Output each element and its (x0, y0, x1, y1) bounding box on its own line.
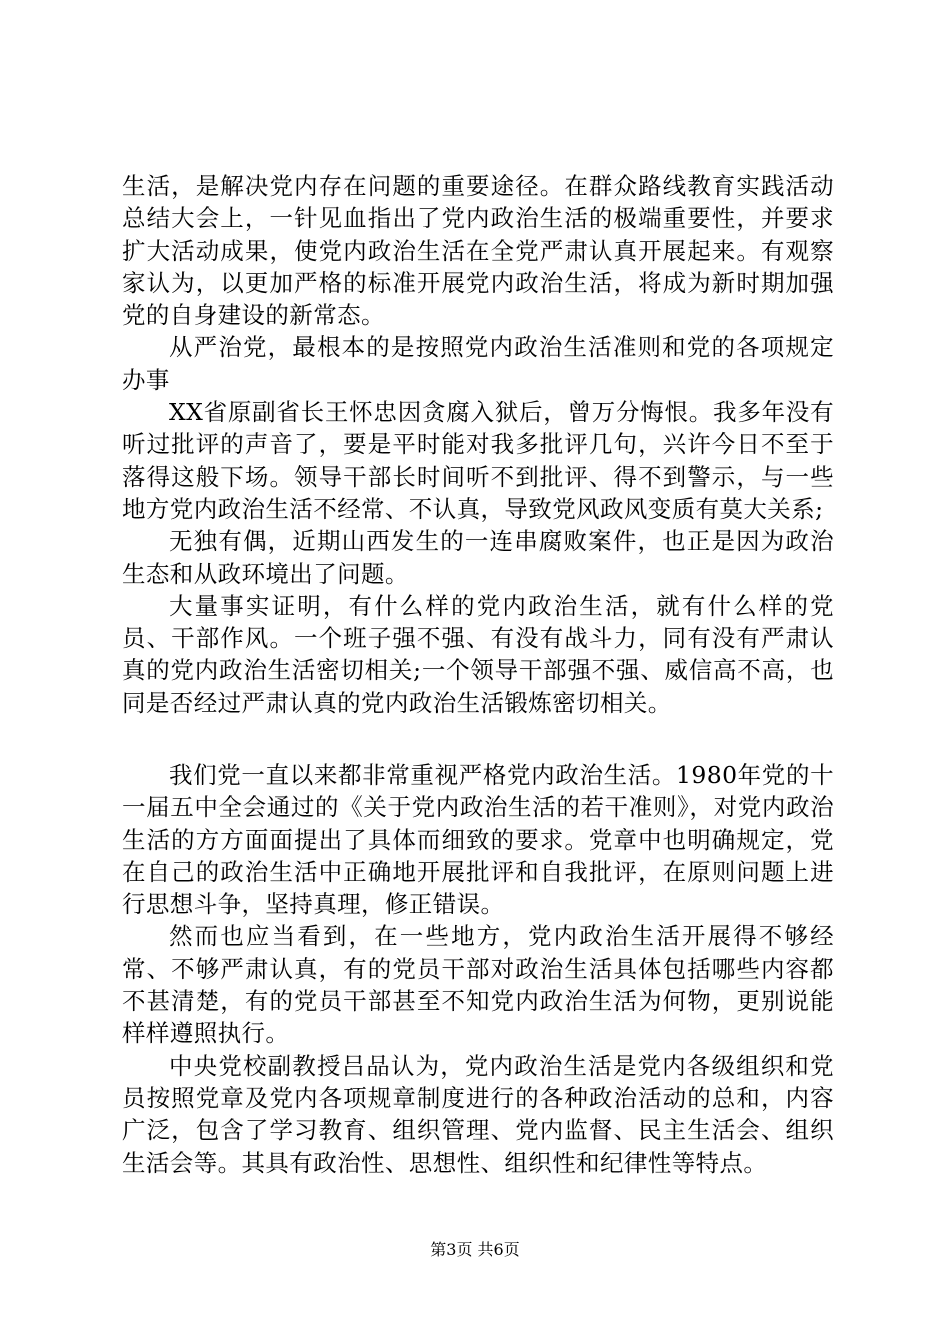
paragraph: 中央党校副教授吕品认为，党内政治生活是党内各级组织和党员按照党章及党内各项规章制度进行的各种政治活动的总和，内容广泛，包含了学习教育、组织管理、党内监督、民主生活会、组织生活会等。其具有政治性、思想性、组织性和纪律性等特点。 (122, 1051, 834, 1177)
text-block-lower (122, 759, 834, 1179)
paragraph: XX省原副省长王怀忠因贪腐入狱后，曾万分悔恨。我多年没有听过批评的声音了，要是平时能对我多批评几句，兴许今日不至于落得这般下场。领导干部长时间听不到批评、得不到警示，与一些地方党内政治生活不经常、不认真，导致党风政风变质有莫大关系; (122, 398, 834, 523)
paragraph-heading: 从严治党，最根本的是按照党内政治生活准则和党的各项规定办事 (122, 333, 834, 394)
paragraph: 生活，是解决党内存在问题的重要途径。在群众路线教育实践活动总结大会上，一针见血指出了党内政治生活的极端重要性，并要求扩大活动成果，使党内政治生活在全党严肃认真开展起来。有观察家认为，以更加严格的标准开展党内政治生活，将成为新时期加强党的自身建设的新常态。 (122, 172, 834, 330)
paragraph: 然而也应当看到，在一些地方，党内政治生活开展得不够经常、不够严肃认真，有的党员干部对政治生活具体包括哪些内容都不甚清楚，有的党员干部甚至不知党内政治生活为何物，更别说能样样遵照执行。 (122, 922, 834, 1048)
text-block-upper (122, 170, 834, 719)
paragraph: 大量事实证明，有什么样的党内政治生活，就有什么样的党员、干部作风。一个班子强不强、有没有战斗力，同有没有严肃认真的党内政治生活密切相关;一个领导干部强不强、威信高不高，也同是否经过严肃认真的党内政治生活锻炼密切相关。 (122, 591, 834, 717)
page-footer (0, 1240, 950, 1260)
paragraph: 无独有偶，近期山西发生的一连串腐败案件，也正是因为政治生态和从政环境出了问题。 (122, 527, 834, 588)
page-number-label: 第3页 共6页 (430, 1240, 520, 1259)
paragraph: 我们党一直以来都非常重视严格党内政治生活。1980年党的十一届五中全会通过的《关于党内政治生活的若干准则》，对党内政治生活的方方面面提出了具体而细致的要求。党章中也明确规定，党在自己的政治生活中正确地开展批评和自我批评，在原则问题上进行思想斗争，坚持真理，修正错误。 (122, 761, 834, 919)
